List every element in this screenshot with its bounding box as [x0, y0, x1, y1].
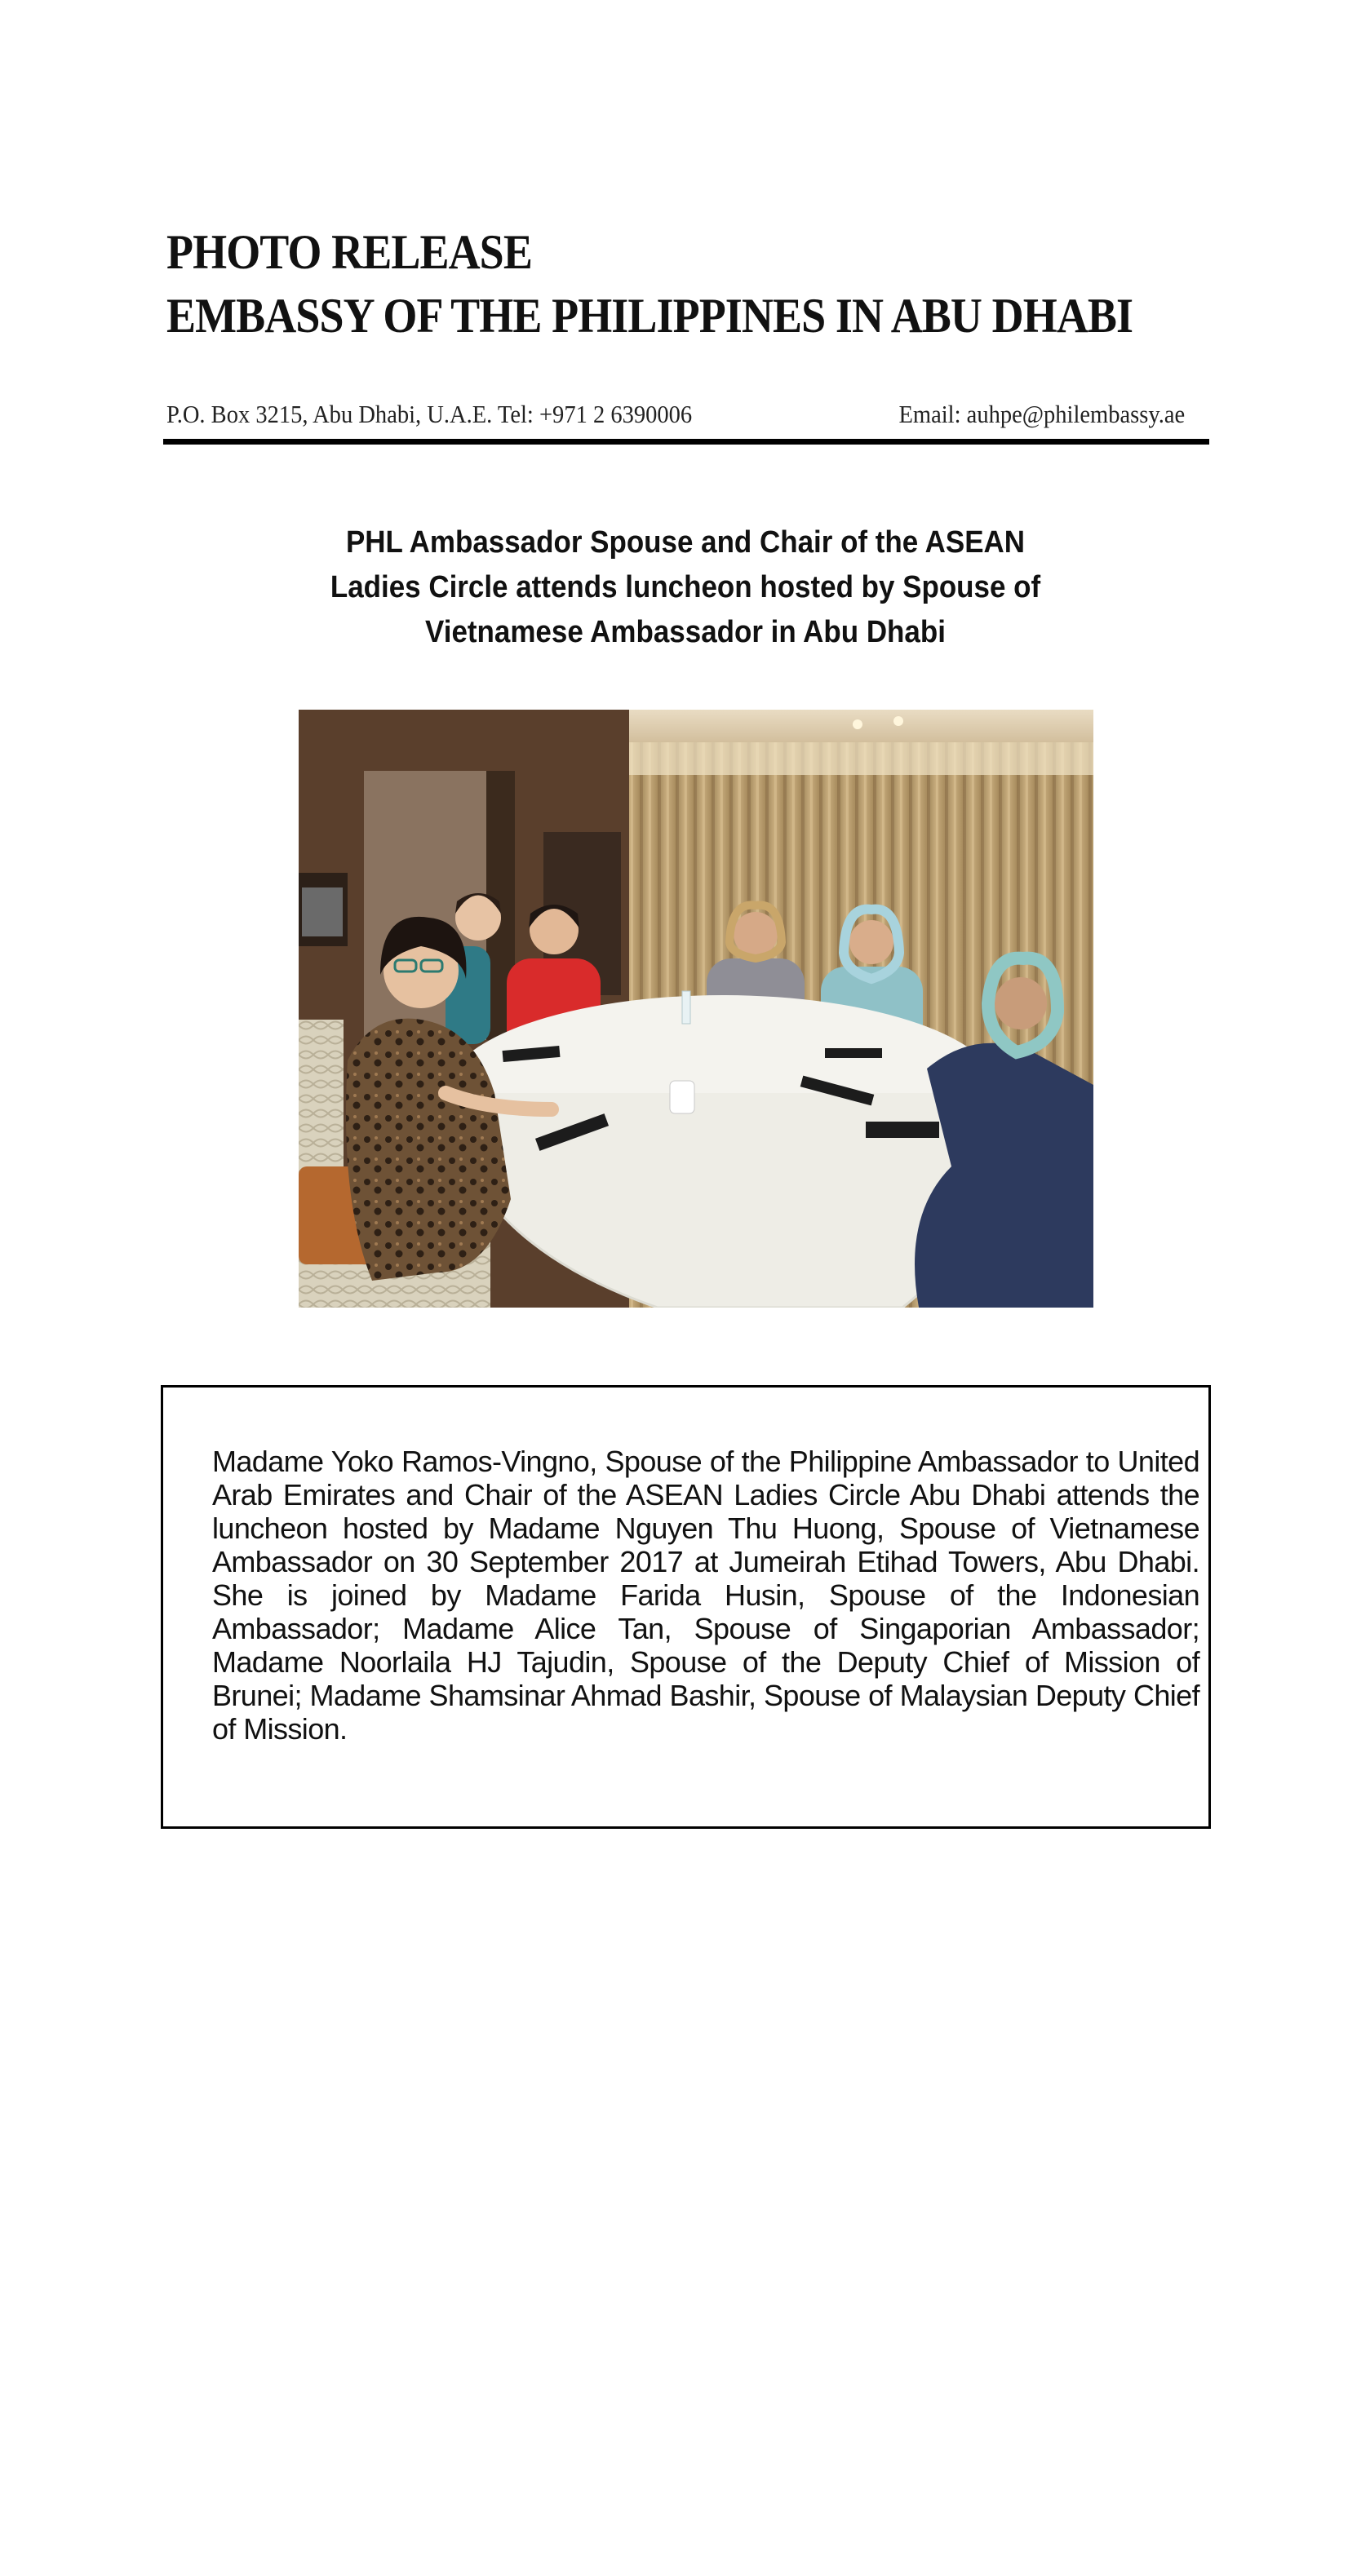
luncheon-photo: [299, 710, 1093, 1308]
headline-line-2: Ladies Circle attends luncheon hosted by Spouse of: [330, 570, 1041, 604]
chair-left: [299, 1020, 344, 1308]
luncheon-photo-illustration: [299, 710, 1093, 1308]
embassy-address: P.O. Box 3215, Abu Dhabi, U.A.E. Tel: +971 2 6390006: [166, 400, 693, 428]
contact-line: [166, 398, 1185, 431]
wall-tv: [302, 887, 343, 936]
header-divider: [163, 439, 1209, 445]
header-title-line-1: PHOTO RELEASE: [166, 225, 532, 279]
header-title-line-2: EMBASSY OF THE PHILIPPINES IN ABU DHABI: [166, 289, 1133, 343]
press-headline: [237, 520, 1134, 655]
document-header-title: [166, 220, 1133, 347]
photo-caption: Madame Yoko Ramos-Vingno, Spouse of the Philippine Ambassador to United Arab Emirates and Chair of the ASEAN Ladies Circle Abu Dhabi attends the luncheon hosted by Madame Nguyen Thu Huong, Spouse of Vietnamese Ambassador on 30 September 2017 at Jumeirah Etihad Towers, Abu Dhabi. She is joined by Madame Farida Husin, Spouse of the Indonesian Ambassador; Madame Alice Tan, Spouse of Singaporian Ambassador; Madame Noorlaila HJ Tajudin, Spouse of the Deputy Chief of Mission of Brunei; Madame Shamsinar Ahmad Bashir, Spouse of Malaysian Deputy Chief of Mission.: [212, 1445, 1199, 1746]
headline-line-1: PHL Ambassador Spouse and Chair of the ASEAN: [345, 525, 1026, 560]
embassy-email: Email: auhpe@philembassy.ae: [898, 400, 1185, 428]
caption-box: [161, 1385, 1211, 1829]
headline-line-3: Vietnamese Ambassador in Abu Dhabi: [425, 615, 946, 649]
